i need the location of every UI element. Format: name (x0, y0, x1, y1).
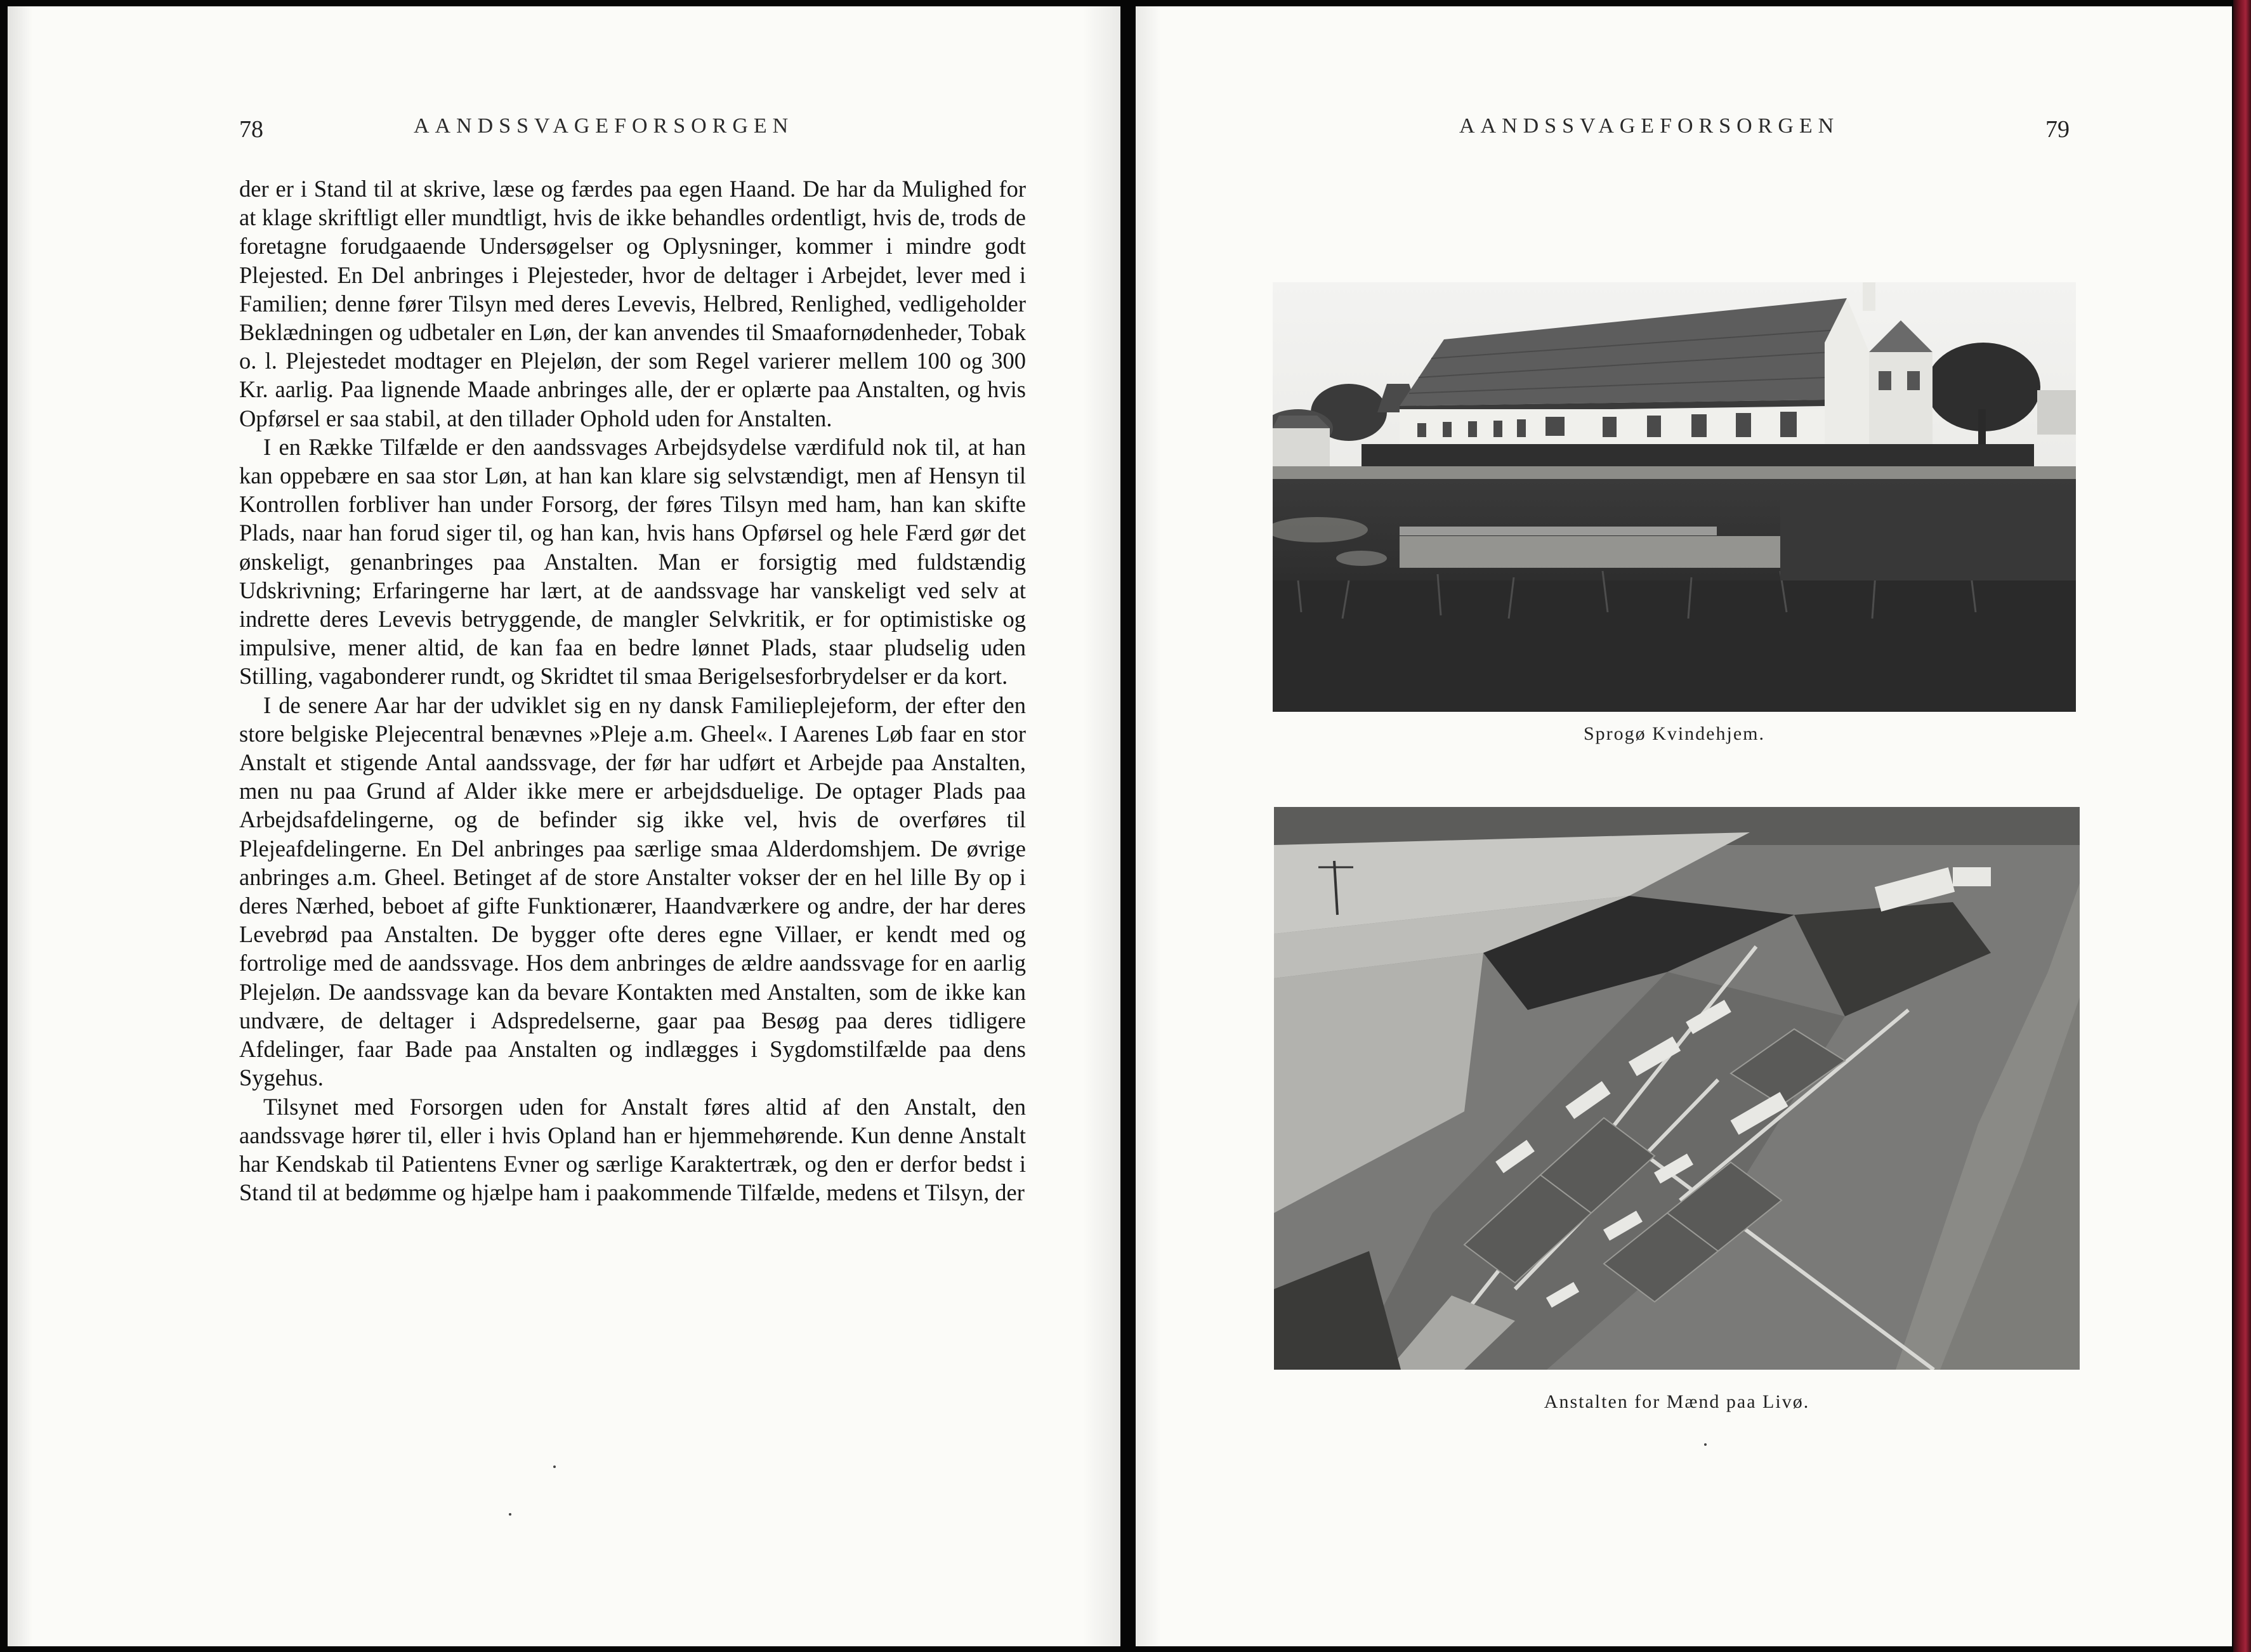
page-edge-shadow (8, 6, 33, 1646)
book-edge (2233, 0, 2251, 1652)
left-page (8, 6, 1120, 1646)
page-number: 78 (239, 116, 263, 143)
print-speck (1704, 1443, 1707, 1446)
page-number: 79 (2045, 116, 2070, 143)
paragraph: I en Række Tilfælde er den aandssvages Arbejdsydelse værdifuld nok til, at han kan oppebære en saa stor Løn, at han kan klare sig selvstændigt, men af Hensyn til Kontrollen forbliver han under Forsorg, der føres Tilsyn med ham, han kan skifte Plads, naar han forud siger til, og han kan, hvis hans Opførsel og hele Færd gør det ønskeligt, genanbringes paa Anstalten. Man er forsigtig med fuldstændig Udskrivning; Erfaringerne har lært, at de aandssvage har vanskeligt ved selv at indrette deres Levevis betryggende, de mangler Selvkritik, er for optimistiske og impulsive, mener altid, de kan faa en bedre lønnet Plads, staar pludselig uden Stilling, vagabonderer rundt, og Skridtet til smaa Berigelsesforbrydelser er da kort. (239, 433, 1026, 690)
print-speck (553, 1465, 556, 1468)
print-speck (509, 1513, 511, 1516)
paragraph: I de senere Aar har der udviklet sig en ny dansk Familieplejeform, der efter den store belgiske Plejecentral benævnes »Pleje a.m. Gheel«. I Aarenes Løb faar en stor Anstalt et stigende Antal aandssvage, der før har udført et Arbejde paa Anstalten, men nu paa Grund af Alder ikke mere er arbejdsduelige. De optager Plads paa Arbejdsafdelingerne, og de befinder sig ikke vel, hvis de overføres til Plejeafdelingerne. En Del anbringes paa særlige smaa Alderdomshjem. De øvrige anbringes a.m. Gheel. Betinget af de store Anstalter vokser der en hel lille By op i deres Nærhed, beboet af gifte Funktionærer, Haandværkere og andre, der har deres Levebrød paa Anstalten. De bygger ofte deres egne Villaer, er kendt med og fortrolige med de aandssvage. Hos dem anbringes de ældre aandssvage for en aarlig Plejeløn. De aandssvage kan da bevare Kontakten med Anstalten, som de ikke kan undvære, de deltager i Adspredelserne, gaar paa Besøg paa deres tidligere Afdelinger, faar Bade paa Anstalten og indlægges i Sygdomstilfælde paa dens Sygehus. (239, 692, 1026, 1091)
sprogo-photo-drawing (1273, 282, 2076, 712)
running-head: AANDSSVAGEFORSORGEN (414, 114, 794, 138)
figure-caption: Anstalten for Mænd paa Livø. (1544, 1391, 1810, 1412)
gutter-shadow (1082, 6, 1120, 1646)
paragraph: Tilsynet med Forsorgen uden for Anstalt føres altid af den Anstalt, den aandssvage hører til, eller i hvis Opland han er hjemmehørende. Kun denne Anstalt har Kendskab til Patientens Evner og særlige Karaktertræk, og den er derfor bedst i Stand til at bedømme og hjælpe ham i paakommende Tilfælde, medens et Tilsyn, der (239, 1093, 1026, 1206)
livo-aerial-photo (1274, 807, 2080, 1370)
running-head: AANDSSVAGEFORSORGEN (1459, 114, 1840, 138)
right-page (1136, 6, 2232, 1646)
gutter-shadow (1136, 6, 1161, 1646)
figure-caption: Sprogø Kvindehjem. (1584, 723, 1765, 744)
sprogo-photo (1273, 282, 2076, 712)
body-text (239, 174, 1026, 1207)
livo-aerial-photo-drawing (1274, 807, 2080, 1370)
paragraph: der er i Stand til at skrive, læse og færdes paa egen Haand. De har da Mulighed for at klage skriftligt eller mundtligt, hvis de ikke behandles ordentligt, hvis de, trods de foretagne forudgaaende Undersøgelser og Oplysninger, kommer i mindre godt Plejested. En Del anbringes i Plejesteder, hvor de deltager i Arbejdet, lever med i Familien; denne fører Tilsyn med deres Levevis, Helbred, Renlighed, vedligeholder Beklædningen og udbetaler en Løn, der kan anvendes til Smaafornødenheder, Tobak o. l. Plejestedet modtager en Plejeløn, der som Regel varierer mellem 100 og 300 Kr. aarlig. Paa lignende Maade anbringes alle, der er oplærte paa Anstalten, og hvis Opførsel er saa stabil, at den tillader Ophold uden for Anstalten. (239, 176, 1026, 431)
